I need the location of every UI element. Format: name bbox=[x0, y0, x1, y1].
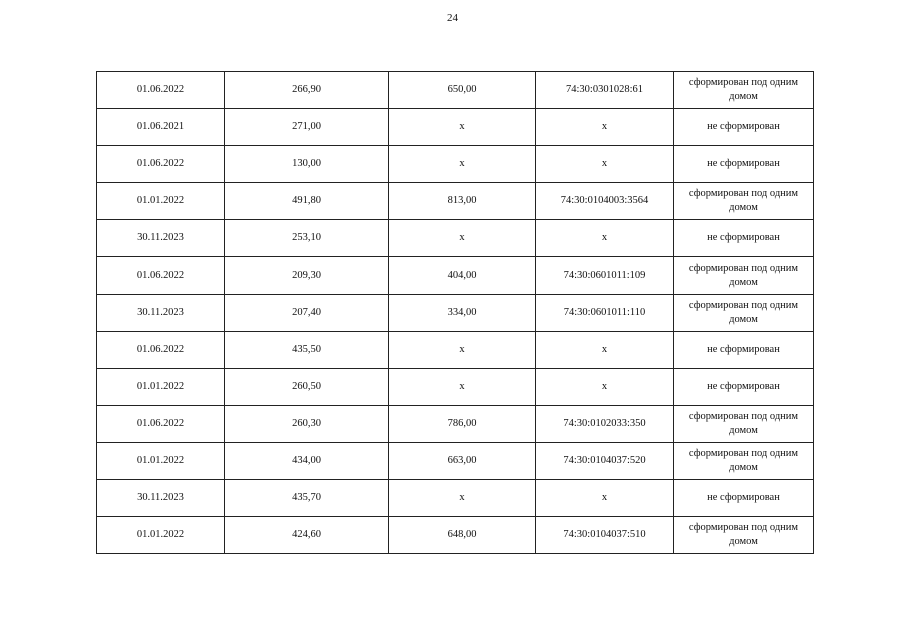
cell-area: 266,90 bbox=[225, 72, 389, 109]
table-row bbox=[97, 331, 814, 368]
cell-status: не сформирован bbox=[674, 220, 814, 257]
cell-status: сформирован под одним домом bbox=[674, 517, 814, 554]
cell-cadastral-number: 74:30:0102033:350 bbox=[536, 405, 674, 442]
cell-area: 130,00 bbox=[225, 146, 389, 183]
table-row bbox=[97, 294, 814, 331]
cell-land-area: 813,00 bbox=[389, 183, 536, 220]
table-row bbox=[97, 220, 814, 257]
cell-status: не сформирован bbox=[674, 146, 814, 183]
cell-date: 01.01.2022 bbox=[97, 183, 225, 220]
cell-status: сформирован под одним домом bbox=[674, 257, 814, 294]
cell-area: 434,00 bbox=[225, 442, 389, 479]
cell-area: 271,00 bbox=[225, 109, 389, 146]
cell-area: 260,50 bbox=[225, 368, 389, 405]
table-row bbox=[97, 146, 814, 183]
table-row bbox=[97, 480, 814, 517]
cell-status: сформирован под одним домом bbox=[674, 72, 814, 109]
cell-cadastral-number: х bbox=[536, 368, 674, 405]
cell-area: 491,80 bbox=[225, 183, 389, 220]
cell-status: не сформирован bbox=[674, 331, 814, 368]
cell-date: 01.06.2022 bbox=[97, 331, 225, 368]
cell-cadastral-number: 74:30:0601011:110 bbox=[536, 294, 674, 331]
cell-date: 30.11.2023 bbox=[97, 480, 225, 517]
cell-status: сформирован под одним домом bbox=[674, 405, 814, 442]
cell-status: сформирован под одним домом bbox=[674, 183, 814, 220]
data-table bbox=[96, 71, 814, 554]
cell-date: 01.06.2022 bbox=[97, 405, 225, 442]
cell-area: 424,60 bbox=[225, 517, 389, 554]
cell-land-area: 648,00 bbox=[389, 517, 536, 554]
cell-date: 30.11.2023 bbox=[97, 220, 225, 257]
cell-cadastral-number: 74:30:0104037:510 bbox=[536, 517, 674, 554]
cell-cadastral-number: 74:30:0104037:520 bbox=[536, 442, 674, 479]
cell-land-area: х bbox=[389, 220, 536, 257]
cell-land-area: 650,00 bbox=[389, 72, 536, 109]
cell-date: 01.06.2021 bbox=[97, 109, 225, 146]
cell-status: сформирован под одним домом bbox=[674, 294, 814, 331]
cell-date: 01.01.2022 bbox=[97, 517, 225, 554]
table-row bbox=[97, 183, 814, 220]
cell-status: не сформирован bbox=[674, 480, 814, 517]
table-row bbox=[97, 257, 814, 294]
cell-land-area: 663,00 bbox=[389, 442, 536, 479]
cell-land-area: х bbox=[389, 109, 536, 146]
cell-cadastral-number: 74:30:0601011:109 bbox=[536, 257, 674, 294]
table-row bbox=[97, 405, 814, 442]
cell-area: 253,10 bbox=[225, 220, 389, 257]
cell-land-area: 786,00 bbox=[389, 405, 536, 442]
table-row bbox=[97, 517, 814, 554]
cell-land-area: х bbox=[389, 368, 536, 405]
cell-cadastral-number: 74:30:0301028:61 bbox=[536, 72, 674, 109]
cell-cadastral-number: 74:30:0104003:3564 bbox=[536, 183, 674, 220]
cell-area: 435,50 bbox=[225, 331, 389, 368]
table-row bbox=[97, 368, 814, 405]
cell-cadastral-number: х bbox=[536, 109, 674, 146]
cell-area: 207,40 bbox=[225, 294, 389, 331]
cell-land-area: х bbox=[389, 480, 536, 517]
table-row bbox=[97, 72, 814, 109]
cell-date: 01.06.2022 bbox=[97, 72, 225, 109]
cell-cadastral-number: х bbox=[536, 480, 674, 517]
cell-cadastral-number: х bbox=[536, 220, 674, 257]
cell-status: не сформирован bbox=[674, 109, 814, 146]
cell-land-area: 334,00 bbox=[389, 294, 536, 331]
cell-date: 01.01.2022 bbox=[97, 368, 225, 405]
cell-date: 01.01.2022 bbox=[97, 442, 225, 479]
cell-date: 01.06.2022 bbox=[97, 257, 225, 294]
table-body bbox=[97, 72, 814, 554]
page-number: 24 bbox=[447, 12, 458, 24]
table-row bbox=[97, 109, 814, 146]
cell-land-area: 404,00 bbox=[389, 257, 536, 294]
cell-status: не сформирован bbox=[674, 368, 814, 405]
cell-status: сформирован под одним домом bbox=[674, 442, 814, 479]
table-row bbox=[97, 442, 814, 479]
cell-date: 01.06.2022 bbox=[97, 146, 225, 183]
cell-date: 30.11.2023 bbox=[97, 294, 225, 331]
cell-area: 260,30 bbox=[225, 405, 389, 442]
cell-area: 435,70 bbox=[225, 480, 389, 517]
cell-land-area: х bbox=[389, 146, 536, 183]
cell-cadastral-number: х bbox=[536, 331, 674, 368]
cell-land-area: х bbox=[389, 331, 536, 368]
cell-cadastral-number: х bbox=[536, 146, 674, 183]
cell-area: 209,30 bbox=[225, 257, 389, 294]
